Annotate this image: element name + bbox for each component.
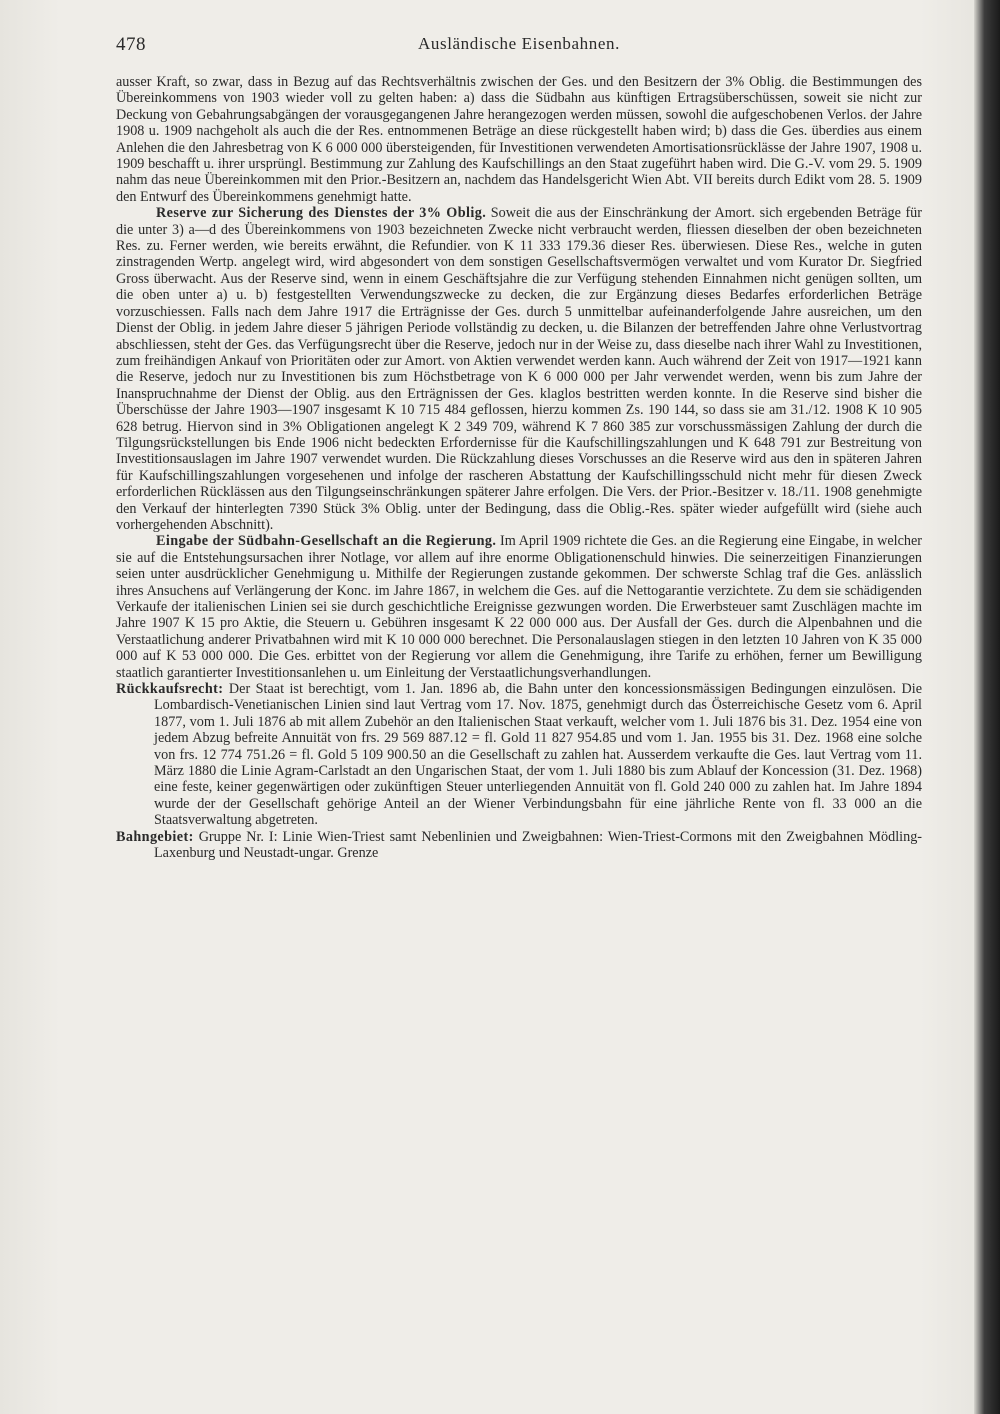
page-number: 478 [116, 34, 146, 55]
paragraph-continuation [116, 74, 922, 205]
page-header [116, 34, 922, 58]
paragraph-bahngebiet [116, 829, 922, 862]
paragraph-rueckkaufsrecht [116, 681, 922, 829]
paragraph-reserve [116, 205, 922, 533]
paragraph-text: Im April 1909 richtete die Ges. an die Regierung eine Eingabe, in welcher sie auf die Entstehungsursachen ihrer Notlage, vor allem auf ihre enorme Obligationenschuld hinwies. Die seinerzeitigen Finanzierungen seien unter ausdrücklicher Genehmigung u. Mithilfe der Regierungen zustande gekommen. Der schwerste Schlag traf die Ges. anlässlich ihres Ansuchens auf Verlängerung der Konc. im Jahre 1867, in welchem die Ges. auf die Nettogarantie verzichtete. Zu dem sie schädigenden Verkaufe der italienischen Linien sei sie durch geschichtliche Ereignisse gezwungen worden. Die Erwerbsteuer samt Zuschlägen machte im Jahre 1907 K 15 pro Aktie, die Steuern u. Gebühren insgesamt K 22 000 000 aus. Der Ausfall der Ges. durch die Alpenbahnen und die Verstaatlichung anderer Privatbahnen wird mit K 10 000 000 berechnet. Die Personalauslagen stiegen in den letzten 10 Jahren von K 35 000 000 auf K 53 000 000. Die Ges. erbittet von der Regierung vor allem die Genehmigung, ihre Tarife zu erhöhen, ferner um Bewilligung staatlich garantierter Investitionsanlehen u. um Einleitung der Verstaatlichungsverhandlungen. [116, 533, 922, 681]
paragraph-text: Der Staat ist berechtigt, vom 1. Jan. 1896 ab, die Bahn unter den koncessionsmässigen Bedingungen einzulösen. Die Lombardisch-Venetianischen Linien sind laut Vertrag vom 17. Nov. 1875, genehmigt durch das Österreichische Gesetz vom 6. April 1877, vom 1. Juli 1876 ab mit allem Zubehör an den Italienischen Staat verkauft, welcher vom 1. Juli 1876 bis 31. Dez. 1954 eine von jedem Abzug befreite Annuität von frs. 29 569 887.12 = fl. Gold 11 827 954.85 und vom 1. Jan. 1955 bis 31. Dez. 1968 eine solche von frs. 12 774 751.26 = fl. Gold 5 109 900.50 an die Gesellschaft zu zahlen hat. Ausserdem verkaufte die Ges. laut Vertrag vom 11. März 1880 die Linie Agram-Carlstadt an den Ungarischen Staat, der vom 1. Juli 1880 bis zum Ablauf der Koncession (31. Dez. 1968) eine feste, keiner gegenwärtigen oder zukünftigen Steuer unterliegenden Annuität von fl. Gold 240 000 zu zahlen hat. Im Jahre 1894 wurde der der Gesellschaft gehörige Anteil an der Wiener Verbindungsbahn für eine jährliche Rente von fl. 33 000 an die Staatsverwaltung abgetreten. [154, 681, 923, 829]
body-text [116, 74, 922, 862]
paragraph-eingabe [116, 533, 922, 681]
section-heading: Bahngebiet: [116, 828, 194, 845]
paragraph-text: Soweit die aus der Einschränkung der Amort. sich ergebenden Beträge für die unter 3) a—d des Übereinkommens von 1903 bezeichneten Zwecke nicht verbraucht werden, fliessen dieselben der oben bezeichneten Res. zu. Ferner werden, wie bereits erwähnt, die Refundier. von K 11 333 179.36 dieser Res. überwiesen. Diese Res., welche in guten zinstragenden Wertp. angelegt wird, wird abgesondert von dem sonstigen Gesellschaftsvermögen verwaltet und vom Kurator Dr. Siegfried Gross überwacht. Aus der Reserve sind, wenn in einem Geschäftsjahre die zur Verfügung stehenden Einnahmen nicht genügen sollten, um die oben unter a) u. b) festgestellten Verwendungszwecke zu decken, die zur Ergänzung dieses Bedarfes erforderlichen Beträge vorzuschiessen. Falls nach dem Jahre 1917 die Erträgnisse der Ges. durch 5 unmittelbar aufeinanderfolgende Jahre ausreichen, um den Dienst der Oblig. in jedem Jahre dieser 5 jährigen Periode vollständig zu decken, u. die Bilanzen der betreffenden Jahre ohne Verlustvortrag abschliessen, steht der Ges. das Verfügungsrecht über die Reserve, jedoch nur in der Weise zu, dass dieselbe nach ihrer Wahl zu Investitionen, zum freihändigen Ankauf von Prioritäten oder zur Amort. von Aktien verwendet werden kann. Auch während der Zeit von 1917—1921 kann die Reserve, jedoch nur zu Investitionen bis zum Höchstbetrage von K 6 000 000 per Jahr verwendet werden, wenn bis zum Jahre der Inanspruchnahme der Dienst der Oblig. aus den Erträgnissen der Ges. klaglos bestritten werden konnte. In die Reserve sind bisher die Überschüsse der Jahre 1903—1907 insgesamt K 10 715 484 geflossen, hierzu kommen Zs. 190 144, so dass sie am 31./12. 1908 K 10 905 628 betrug. Hiervon sind in 3% Obligationen angelegt K 2 349 709, während K 7 860 385 zur vorschussmässigen Zahlung der durch die Tilgungsrückstellungen bis Ende 1906 nicht bedeckten Erfordernisse für die Kaufschillingszahlungen und K 648 791 zur Bestreitung von Investitionsauslagen im Jahre 1907 verwendet wurden. Die Rückzahlung dieses Vorschusses an die Reserve wird aus den in späteren Jahren für Kaufschillingszahlungen vorgesehenen und infolge der rascheren Abstattung der Kaufschillingsschuld nicht mehr für diesen Zweck erforderlichen Rücklässen aus den Tilgungseinschränkungen späterer Jahre erfolgen. Die Vers. der Prior.-Besitzer v. 18./11. 1908 genehmigte den Verkauf der hinterlegten 7390 Stück 3% Oblig. unter der Bedingung, dass die Oblig.-Res. später wieder aufgefüllt wird (siehe auch vorhergehenden Abschnitt). [116, 205, 923, 533]
paragraph-text: Gruppe Nr. I: Linie Wien-Triest samt Nebenlinien und Zweigbahnen: Wien-Triest-Cormons mit den Zweigbahnen Mödling-Laxenburg und Neustadt-ungar. Grenze [154, 828, 923, 862]
paragraph-text: ausser Kraft, so zwar, dass in Bezug auf das Rechtsverhältnis zwischen der Ges. und den Besitzern der 3% Oblig. die Bestimmungen des Übereinkommens von 1903 wieder voll zu gelten haben: a) dass die Südbahn aus künftigen Ertragsüberschüssen, soweit sie nicht zur Deckung von Gebahrungsabgängen der vorausgegangenen Jahre herangezogen werden müssen, sowohl die aufgeschobenen Verlos. der Jahre 1908 u. 1909 nachgeholt als auch die der Res. entnommenen Beträge an diese rückgestellt haben wird; b) dass die Ges. überdies aus einem Anlehen die den Jahresbetrag von K 6 000 000 übersteigenden, für Investitionen verwendeten Amortisationsrücklässe der Jahre 1907, 1908 u. 1909 beschafft u. ihrer ursprüngl. Bestimmung zur Zahlung des Kaufschillings an den Staat zugeführt haben wird. Die G.-V. vom 29. 5. 1909 nahm das neue Übereinkommen mit den Prior.-Besitzern an, nachdem das Handelsgericht Wien Abt. VII bereits durch Edikt vom 28. 5. 1909 den Entwurf des Übereinkommens genehmigt hatte. [116, 74, 922, 205]
section-heading: Reserve zur Sicherung des Dienstes der 3% Oblig. [156, 205, 487, 222]
running-title: Ausländische Eisenbahnen. [418, 34, 620, 53]
section-heading: Eingabe der Südbahn-Gesellschaft an die Regierung. [156, 533, 497, 550]
book-binding-edge [974, 0, 1000, 1414]
section-heading: Rückkaufsrecht: [116, 681, 224, 698]
